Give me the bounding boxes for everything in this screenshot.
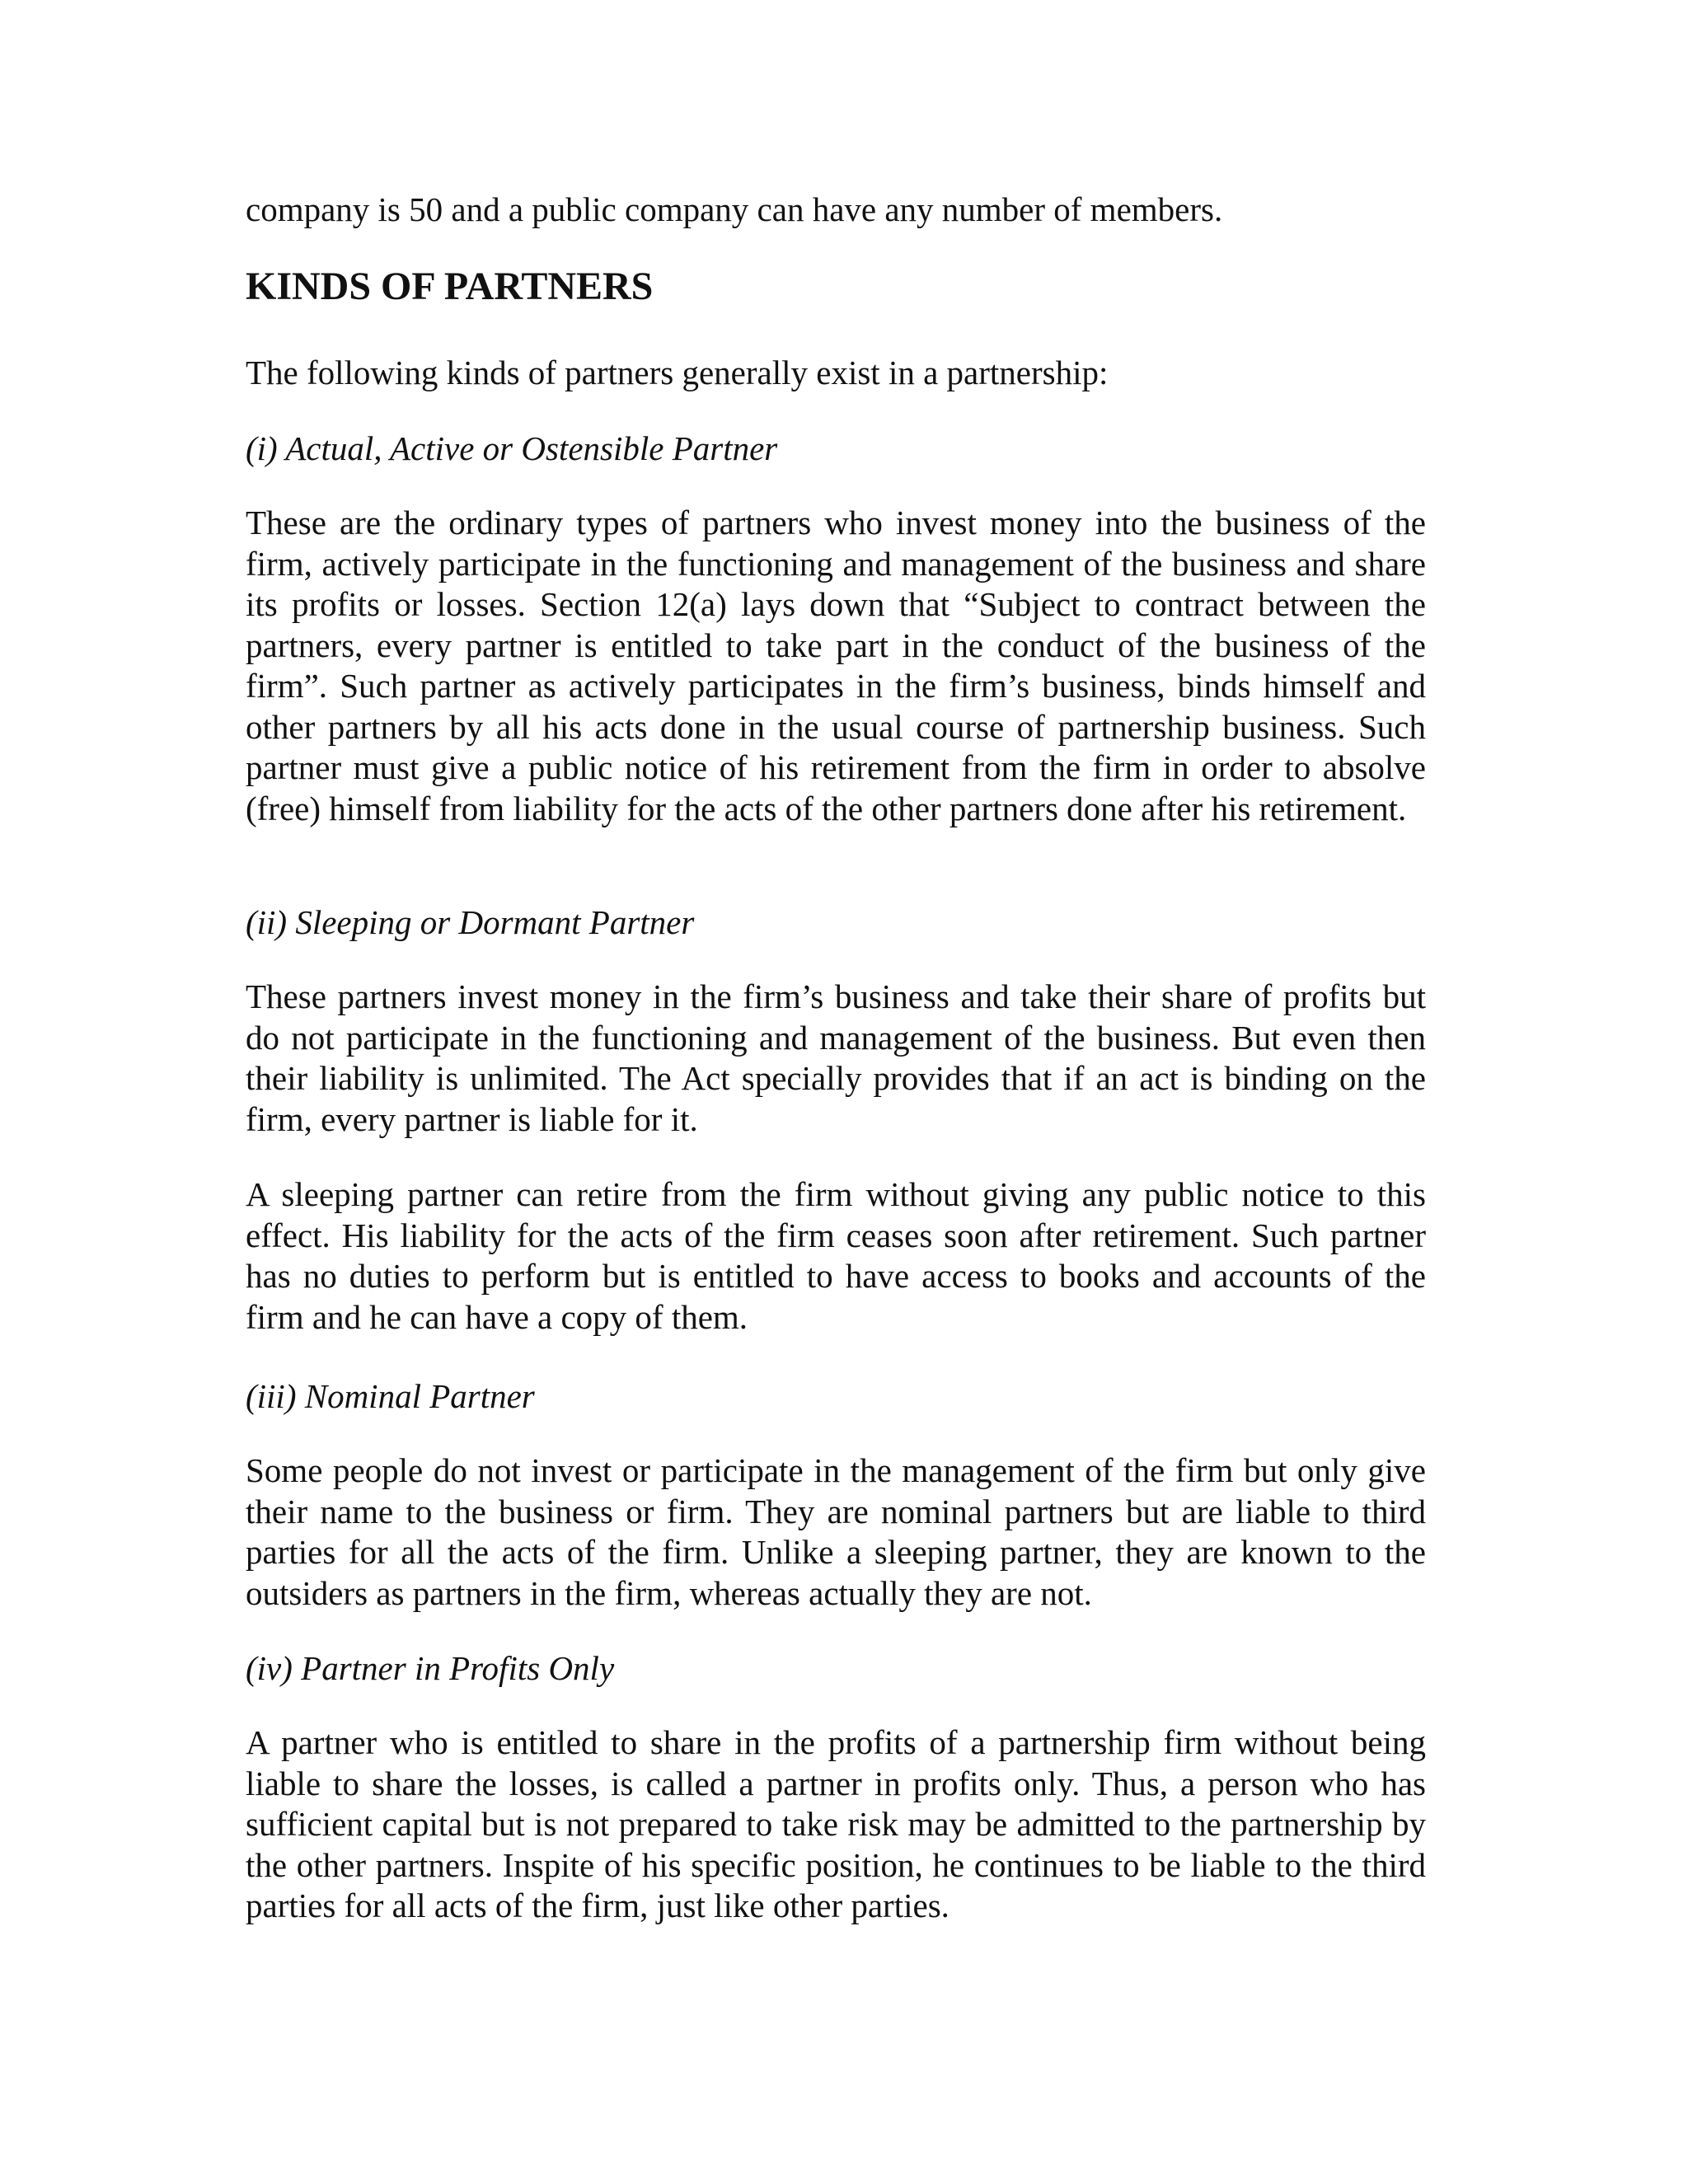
paragraph-nominal-partner: Some people do not invest or participate in the management of the firm but only give their name to the business or firm. They are nominal partners but are liable to third parties for all the acts of the firm. Unlike a sleeping partner, they are known to the outsiders as partners in the firm, whereas actually they are not.: [246, 1451, 1426, 1612]
paragraph-sleeping-partner-1: These partners invest money in the firm’s business and take their share of profits but do not participate in the functioning and management of the business. But even then their liability is unlimited. The Act specially provides that if an act is binding on the firm, every partner is liable for it.: [246, 977, 1426, 1138]
section-heading: KINDS OF PARTNERS: [246, 265, 654, 308]
intro-line: company is 50 and a public company can have any number of members.: [246, 190, 1223, 228]
subheading-nominal-partner: (iii) Nominal Partner: [246, 1377, 535, 1415]
subheading-sleeping-partner: (ii) Sleeping or Dormant Partner: [246, 903, 695, 941]
lead-paragraph: The following kinds of partners generally exist in a partnership:: [246, 354, 1109, 391]
paragraph-sleeping-partner-2: A sleeping partner can retire from the firm without giving any public notice to this effect. His liability for the acts of the firm ceases soon after retirement. Such partner has no duties to perform but is entitled to have access to books and accounts of the firm and he can have a copy of them.: [246, 1175, 1426, 1336]
paragraph-actual-partner: These are the ordinary types of partners who invest money into the business of the firm, actively participate in the functioning and management of the business and share its profits or losses. Section 12(a) lays down that “Subject to contract between the partners, every partner is entitled to take part in the conduct of the business of the firm”. Such partner as actively participates in the firm’s business, binds himself and other partners by all his acts done in the usual course of partnership business. Such partner must give a public notice of his retirement from the firm in order to absolve (free) himself from liability for the acts of the other partners done after his retirement.: [246, 504, 1426, 827]
subheading-profits-partner: (iv) Partner in Profits Only: [246, 1649, 615, 1687]
paragraph-profits-partner: A partner who is entitled to share in the profits of a partnership firm without being liable to share the losses, is called a partner in profits only. Thus, a person who has sufficient capital but is not prepared to take risk may be admitted to the partnership by the other partners. Inspite of his specific position, he continues to be liable to the third parties for all acts of the firm, just like other parties.: [246, 1723, 1426, 1924]
subheading-actual-partner: (i) Actual, Active or Ostensible Partner: [246, 429, 778, 467]
